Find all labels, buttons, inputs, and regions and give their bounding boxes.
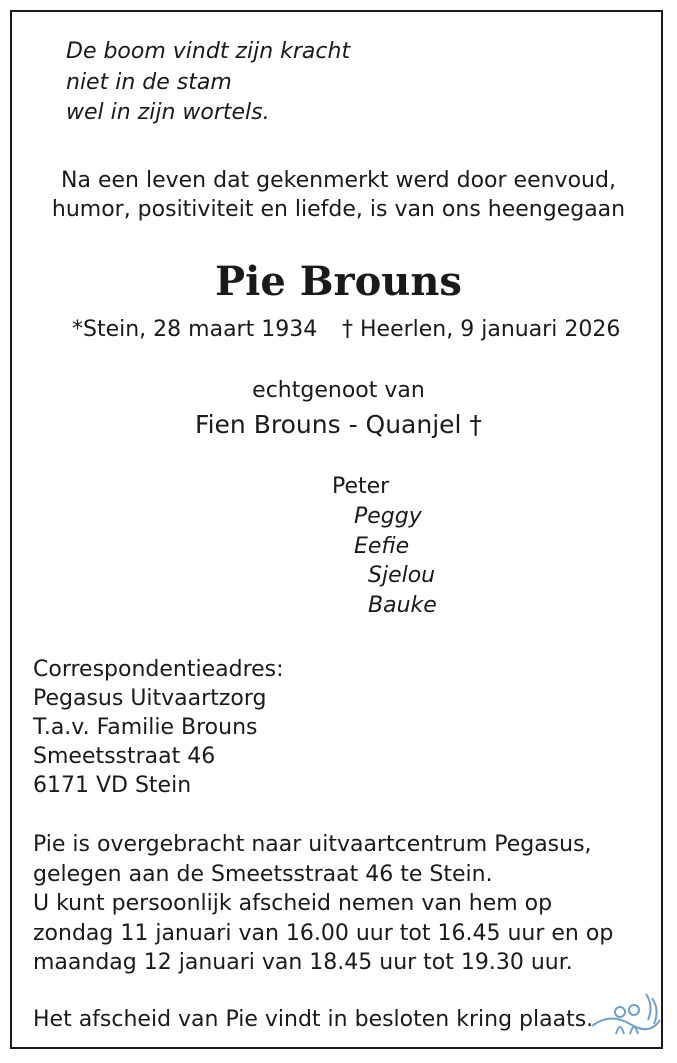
intro-line: humor, positiviteit en liefde, is van ons heengegaan [51, 197, 626, 222]
correspondence-line: Smeetsstraat 46 [33, 744, 216, 769]
family-member: Eefie [354, 534, 410, 559]
poem-line: niet in de stam [66, 70, 232, 95]
family-member: Peggy [354, 504, 422, 529]
visitation-line: Pie is overgebracht naar uitvaartcentrum Pegasus, [33, 832, 592, 857]
visitation-line: maandag 12 januari van 18.45 uur tot 19.30 uur. [33, 950, 573, 975]
family-member: Bauke [368, 593, 437, 618]
spouse-label: echtgenoot van [252, 378, 425, 403]
deceased-name: Pie Brouns [215, 258, 462, 305]
closing-line: Het afscheid van Pie vindt in besloten kring plaats. [33, 1007, 594, 1032]
death-date: † Heerlen, 9 januari 2026 [342, 317, 621, 342]
poem-line: De boom vindt zijn kracht [66, 39, 351, 64]
family-member: Peter [332, 474, 390, 499]
family-member: Sjelou [368, 563, 436, 588]
correspondence-line: T.a.v. Familie Brouns [33, 715, 258, 740]
poem-line: wel in zijn wortels. [66, 100, 270, 125]
family-logo-icon [590, 990, 662, 1042]
correspondence-line: 6171 VD Stein [33, 773, 192, 798]
visitation-line: zondag 11 januari van 16.00 uur tot 16.45 uur en op [33, 921, 614, 946]
correspondence-line: Pegasus Uitvaartzorg [33, 686, 267, 711]
spouse-name: Fien Brouns - Quanjel † [195, 410, 482, 439]
intro-line: Na een leven dat gekenmerkt werd door eenvoud, [61, 168, 616, 193]
correspondence-line: Correspondentieadres: [33, 657, 284, 682]
birth-date: *Stein, 28 maart 1934 [72, 317, 318, 342]
visitation-line: U kunt persoonlijk afscheid nemen van hem op [33, 891, 553, 916]
visitation-line: gelegen aan de Smeetsstraat 46 te Stein. [33, 862, 493, 887]
